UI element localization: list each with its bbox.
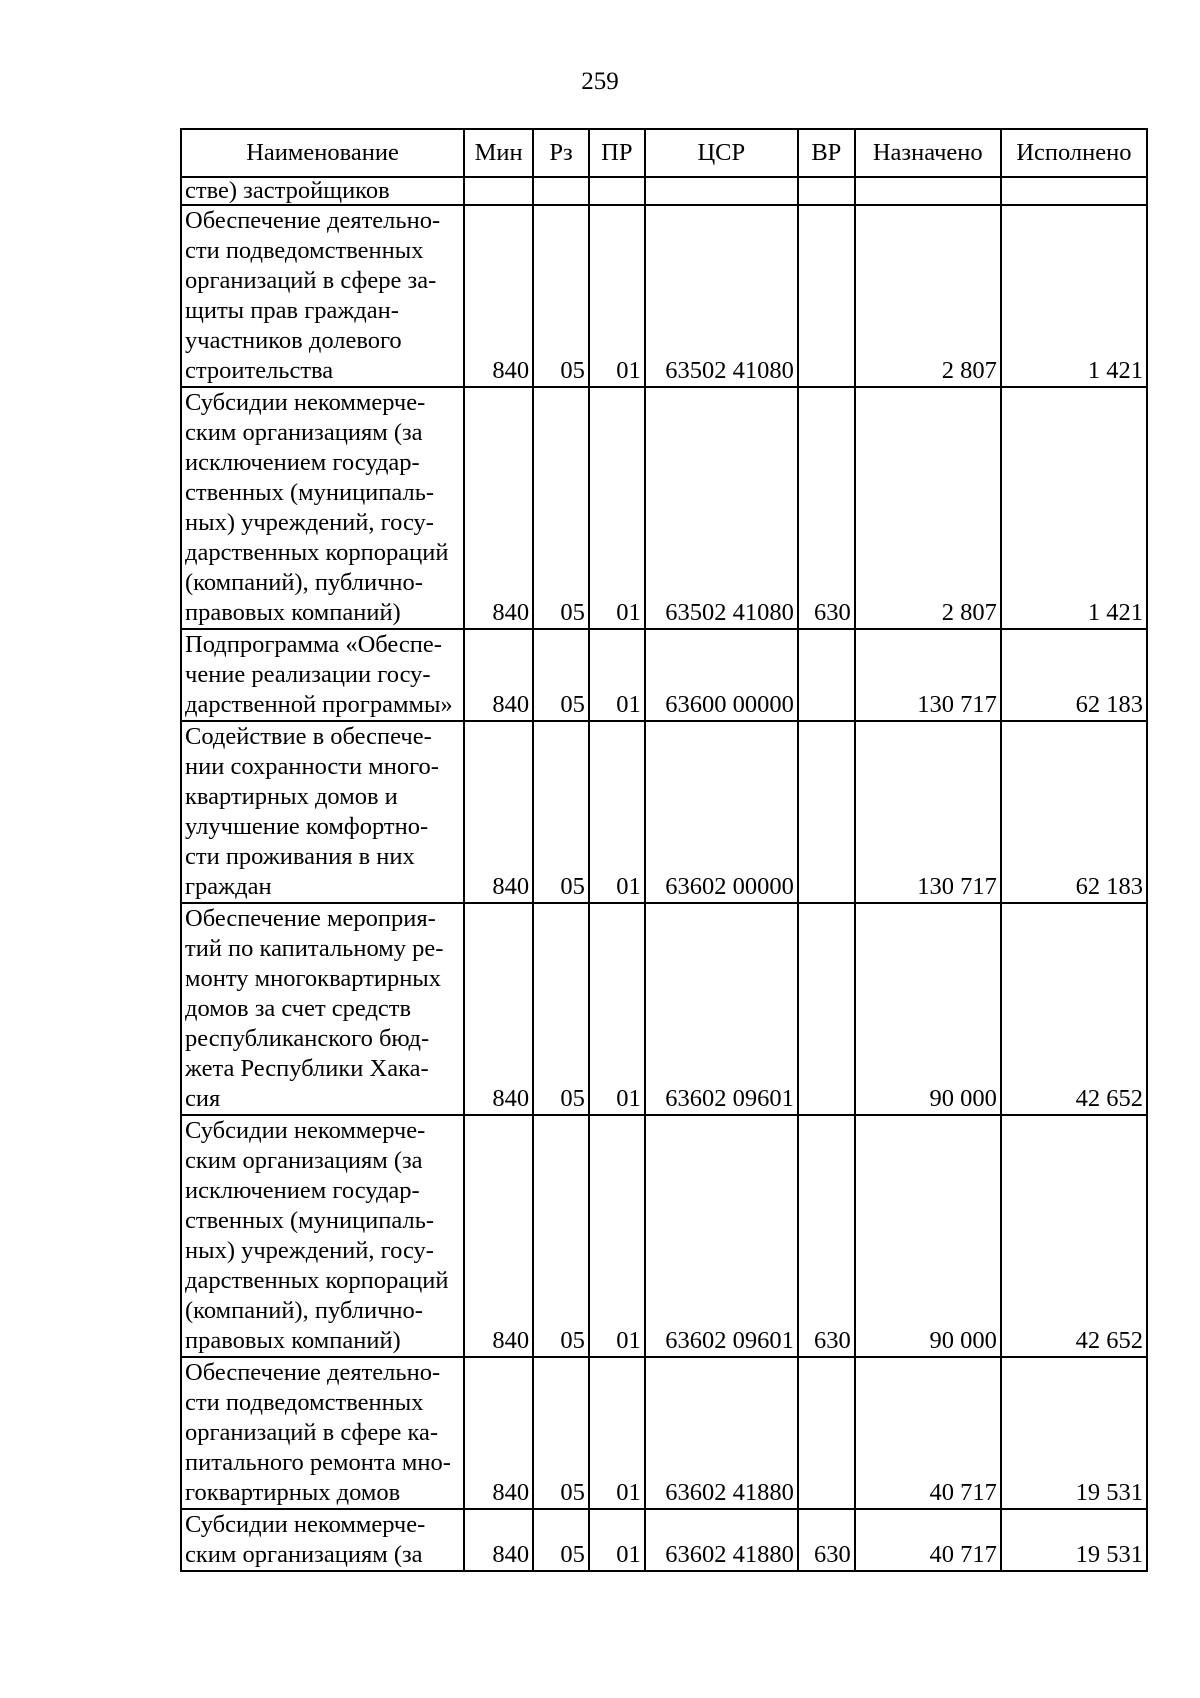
cell-name-line: Обеспечение деятельно- xyxy=(185,1359,441,1386)
cell-name-line: ственных (муниципаль- xyxy=(185,479,435,506)
cell-vr xyxy=(798,903,855,1115)
table-row xyxy=(181,721,1147,903)
table-row xyxy=(181,177,1147,205)
cell-assigned: 40 717 xyxy=(855,1357,1001,1509)
cell-assigned: 2 807 xyxy=(855,387,1001,629)
cell-name-line: сия xyxy=(185,1085,221,1112)
header-rz: Рз xyxy=(533,129,589,177)
cell-name-line: ским организациям (за xyxy=(185,1147,423,1174)
cell-name-line: гоквартирных домов xyxy=(185,1479,401,1506)
cell-pr: 01 xyxy=(589,205,645,387)
cell-name-line: сти подведомственных xyxy=(185,1389,424,1416)
cell-name-line: правовых компаний) xyxy=(185,599,401,626)
cell-assigned: 40 717 xyxy=(855,1509,1001,1571)
cell-name-line: домов за счет средств xyxy=(185,995,412,1022)
cell-name-line: улучшение комфортно- xyxy=(185,813,429,840)
cell-pr: 01 xyxy=(589,903,645,1115)
cell-name-line: Субсидии некоммерче- xyxy=(185,1511,426,1538)
cell-executed: 42 652 xyxy=(1001,903,1147,1115)
cell-pr: 01 xyxy=(589,721,645,903)
page-number: 259 xyxy=(581,68,619,95)
cell-name-line: (компаний), публично- xyxy=(185,569,423,596)
cell-vr xyxy=(798,1357,855,1509)
cell-pr: 01 xyxy=(589,629,645,721)
header-name: Наименование xyxy=(181,129,464,177)
cell-name-line: чение реализации госу- xyxy=(185,661,431,688)
cell-name xyxy=(181,205,464,387)
cell-executed: 62 183 xyxy=(1001,629,1147,721)
cell-name-line: сти подведомственных xyxy=(185,237,424,264)
header-executed: Исполнено xyxy=(1001,129,1147,177)
cell-name xyxy=(181,1357,464,1509)
cell-name-line: (компаний), публично- xyxy=(185,1297,423,1324)
cell-name-line: ных) учреждений, госу- xyxy=(185,509,434,536)
cell-name-line: ским организациям (за xyxy=(185,1541,423,1568)
cell-vr xyxy=(798,205,855,387)
cell-vr xyxy=(798,177,855,205)
cell-name-line: дарственных корпораций xyxy=(185,1267,449,1294)
cell-csr: 63502 41080 xyxy=(645,387,798,629)
cell-name-line: нии сохранности много- xyxy=(185,753,439,780)
cell-rz: 05 xyxy=(533,1509,589,1571)
cell-min: 840 xyxy=(464,629,533,721)
budget-execution-table xyxy=(180,128,1148,1572)
header-assigned: Назначено xyxy=(855,129,1001,177)
cell-rz: 05 xyxy=(533,205,589,387)
cell-name-line: дарственной программы» xyxy=(185,691,453,718)
cell-name-line: жета Республики Хака- xyxy=(185,1055,429,1082)
cell-name-line: исключением государ- xyxy=(185,1177,420,1204)
cell-name-line: граждан xyxy=(185,873,272,900)
cell-name-line: Субсидии некоммерче- xyxy=(185,1117,426,1144)
cell-pr: 01 xyxy=(589,1115,645,1357)
cell-executed: 19 531 xyxy=(1001,1357,1147,1509)
cell-name-line: квартирных домов и xyxy=(185,783,398,810)
cell-name-line: республиканского бюд- xyxy=(185,1025,430,1052)
cell-rz: 05 xyxy=(533,1115,589,1357)
cell-assigned: 90 000 xyxy=(855,1115,1001,1357)
cell-name-line: сти проживания в них xyxy=(185,843,415,870)
cell-csr: 63602 00000 xyxy=(645,721,798,903)
cell-min: 840 xyxy=(464,1357,533,1509)
cell-csr: 63602 41880 xyxy=(645,1357,798,1509)
cell-name xyxy=(181,629,464,721)
cell-vr xyxy=(798,721,855,903)
table-row xyxy=(181,1357,1147,1509)
cell-name-line: дарственных корпораций xyxy=(185,539,449,566)
cell-assigned: 90 000 xyxy=(855,903,1001,1115)
cell-min xyxy=(464,177,533,205)
cell-vr: 630 xyxy=(798,1115,855,1357)
cell-name-line: щиты прав граждан- xyxy=(185,297,399,324)
cell-min: 840 xyxy=(464,1115,533,1357)
cell-executed: 19 531 xyxy=(1001,1509,1147,1571)
table-header-row xyxy=(181,129,1147,177)
cell-name-line: Обеспечение мероприя- xyxy=(185,905,436,932)
cell-pr: 01 xyxy=(589,1509,645,1571)
cell-name-line: ных) учреждений, госу- xyxy=(185,1237,434,1264)
cell-executed: 1 421 xyxy=(1001,387,1147,629)
cell-name xyxy=(181,387,464,629)
cell-name-line: Содействие в обеспече- xyxy=(185,723,432,750)
cell-rz: 05 xyxy=(533,721,589,903)
header-csr: ЦСР xyxy=(645,129,798,177)
cell-name-line: тий по капитальному ре- xyxy=(185,935,444,962)
cell-name xyxy=(181,177,464,205)
cell-assigned: 130 717 xyxy=(855,721,1001,903)
cell-assigned: 130 717 xyxy=(855,629,1001,721)
cell-rz: 05 xyxy=(533,903,589,1115)
cell-csr xyxy=(645,177,798,205)
cell-name-line: организаций в сфере ка- xyxy=(185,1419,439,1446)
cell-rz xyxy=(533,177,589,205)
cell-name-line: организаций в сфере за- xyxy=(185,267,437,294)
cell-assigned xyxy=(855,177,1001,205)
header-min: Мин xyxy=(464,129,533,177)
header-vr: ВР xyxy=(798,129,855,177)
cell-rz: 05 xyxy=(533,387,589,629)
cell-name-line: Субсидии некоммерче- xyxy=(185,389,426,416)
cell-executed: 62 183 xyxy=(1001,721,1147,903)
cell-csr: 63502 41080 xyxy=(645,205,798,387)
cell-min: 840 xyxy=(464,205,533,387)
cell-vr: 630 xyxy=(798,1509,855,1571)
cell-name xyxy=(181,1509,464,1571)
cell-name-line: Подпрограмма «Обеспе- xyxy=(185,631,442,658)
cell-pr xyxy=(589,177,645,205)
cell-csr: 63600 00000 xyxy=(645,629,798,721)
cell-csr: 63602 41880 xyxy=(645,1509,798,1571)
cell-rz: 05 xyxy=(533,629,589,721)
cell-name-line: монту многоквартирных xyxy=(185,965,442,992)
cell-min: 840 xyxy=(464,1509,533,1571)
cell-csr: 63602 09601 xyxy=(645,1115,798,1357)
cell-name-line: стве) застройщиков xyxy=(185,177,390,204)
cell-pr: 01 xyxy=(589,1357,645,1509)
cell-min: 840 xyxy=(464,387,533,629)
cell-name-line: ственных (муниципаль- xyxy=(185,1207,435,1234)
cell-csr: 63602 09601 xyxy=(645,903,798,1115)
table-row xyxy=(181,205,1147,387)
table-body xyxy=(181,177,1147,1571)
cell-name-line: строительства xyxy=(185,357,334,384)
cell-name-line: ским организациям (за xyxy=(185,419,423,446)
cell-name-line: правовых компаний) xyxy=(185,1327,401,1354)
table-row xyxy=(181,387,1147,629)
cell-min: 840 xyxy=(464,903,533,1115)
cell-rz: 05 xyxy=(533,1357,589,1509)
cell-name-line: питального ремонта мно- xyxy=(185,1449,451,1476)
cell-min: 840 xyxy=(464,721,533,903)
cell-vr: 630 xyxy=(798,387,855,629)
cell-executed: 1 421 xyxy=(1001,205,1147,387)
table-row xyxy=(181,903,1147,1115)
cell-executed: 42 652 xyxy=(1001,1115,1147,1357)
table-row xyxy=(181,1509,1147,1571)
cell-name-line: исключением государ- xyxy=(185,449,420,476)
cell-name xyxy=(181,721,464,903)
cell-name-line: участников долевого xyxy=(185,327,402,354)
table-row xyxy=(181,1115,1147,1357)
cell-executed xyxy=(1001,177,1147,205)
header-pr: ПР xyxy=(589,129,645,177)
table-row xyxy=(181,629,1147,721)
cell-vr xyxy=(798,629,855,721)
cell-name xyxy=(181,1115,464,1357)
cell-pr: 01 xyxy=(589,387,645,629)
cell-assigned: 2 807 xyxy=(855,205,1001,387)
cell-name-line: Обеспечение деятельно- xyxy=(185,207,441,234)
cell-name xyxy=(181,903,464,1115)
